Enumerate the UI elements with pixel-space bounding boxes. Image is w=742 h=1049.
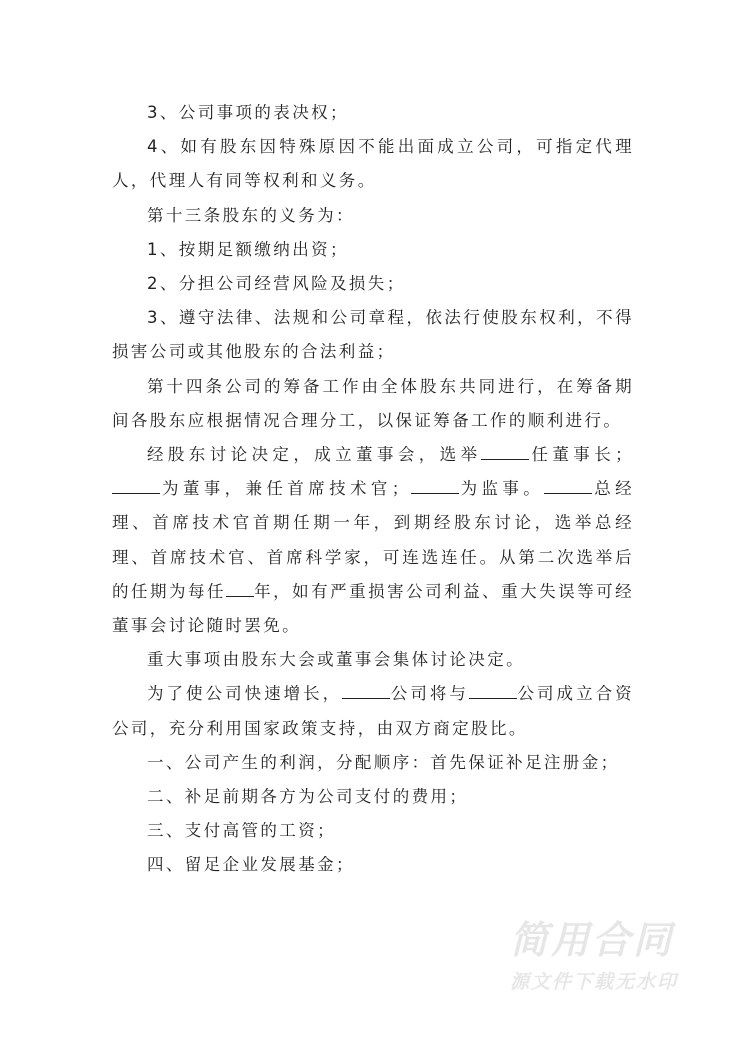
document-body [112,96,634,883]
proxy-item: 4、如有股东因特殊原因不能出面成立公司，可指定代理人，代理人有同等权利和义务。 [112,137,634,191]
board-paragraph: 经股东讨论决定，成立董事会，选举 任董事长；为董事，兼任首席技术官； 为监事。 总经理、首席技术官首期任期一年，到期经股东讨论，选举总经理、首席技术官、首席科学家，可连选连任。从第二次选举后的任期为每任 年，如有严重损害公司利益、重大失误等可经董事会讨论随时罢免。 [112,445,635,636]
voting-right-item: 3、公司事项的表决权； [147,103,349,122]
profit-item-2: 二、补足前期各方为公司支付的费用； [147,787,469,807]
watermark-title: 简用合同 [510,918,675,962]
obligation-item-2: 2、分担公司经营风险及损失； [147,274,406,294]
term-years-blank [226,582,254,597]
major-matters-paragraph: 重大事项由股东大会或董事会集体讨论决定。 [147,650,525,670]
watermark-subtitle: 源文件下载无水印 [510,971,679,993]
profit-item-4: 四、留足企业发展基金； [147,855,355,875]
profit-item-1: 一、公司产生的利润，分配顺序：首先保证补足注册金； [147,752,620,772]
gm-blank [544,479,592,494]
article-13-heading: 第十三条股东的义务为： [147,205,355,225]
obligation-item-1: 1、按期足额缴纳出资； [147,239,349,259]
watermark [510,918,710,996]
joint-venture-paragraph: 为了使公司快速增长， 公司将与 公司成立合资公司，充分利用国家政策支持，由双方商定股比。 [112,684,635,738]
supervisor-blank [411,479,459,494]
company-b-blank [469,684,517,699]
profit-item-3: 三、支付高管的工资； [147,821,336,841]
company-a-blank [342,684,390,699]
chairman-blank [481,445,529,460]
director-blank [112,479,160,494]
obligation-item-3: 3、遵守法律、法规和公司章程，依法行使股东权利，不得损害公司或其他股东的合法利益； [112,308,634,362]
article-14-paragraph: 第十四条公司的筹备工作由全体股东共同进行，在筹备期间各股东应根据情况合理分工，以保证筹备工作的顺利进行。 [112,376,634,430]
